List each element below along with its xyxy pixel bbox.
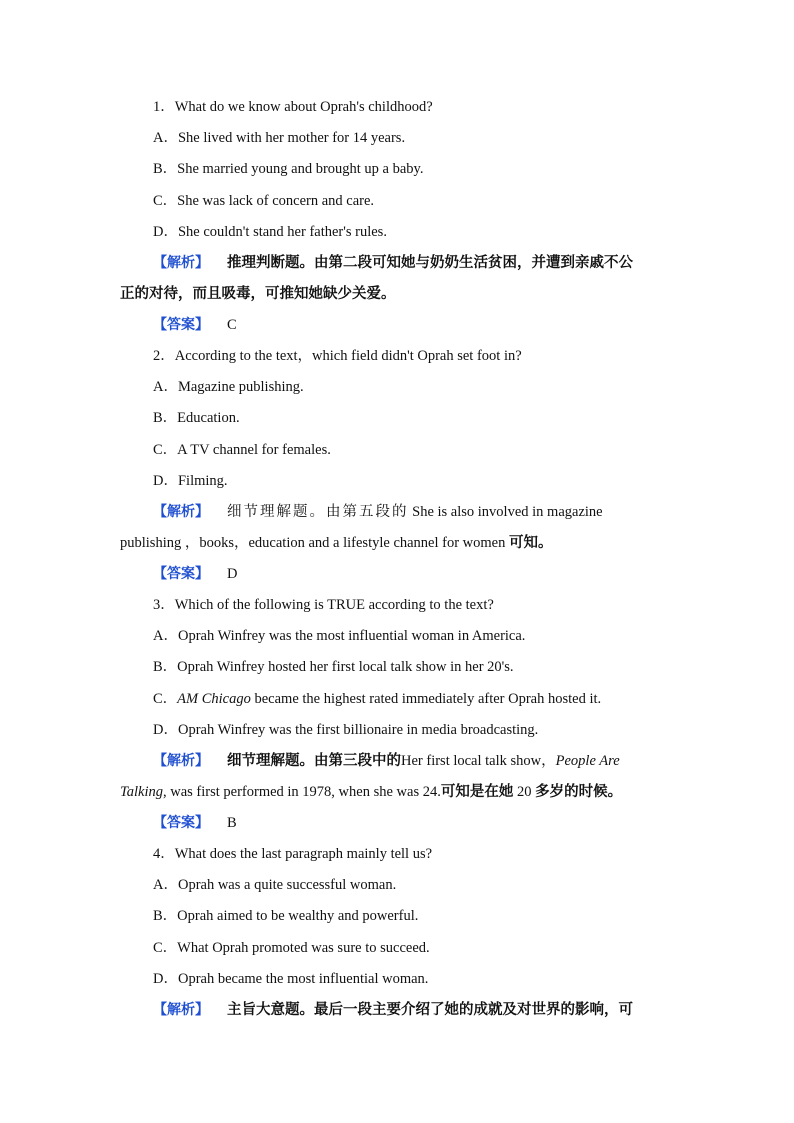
q3-analysis-text-2: 可知是在她 (440, 784, 514, 800)
q3-option-c-italic: AM Chicago (177, 691, 251, 707)
q1-analysis-text-1: 推理判断题。由第二段可知她与奶奶生活贫困，并遭到亲戚不公 (227, 255, 633, 271)
q3-analysis-quote-1: Her first local talk show， (401, 753, 556, 769)
q2-option-b: B．Education. (153, 410, 240, 426)
q2-analysis-text-1: 细节理解题。由第五段的 (227, 504, 409, 520)
q3-analysis (153, 751, 620, 771)
question-3: 3．Which of the following is TRUE according to the text? (153, 597, 494, 613)
q1-option-b: B．She married young and brought up a baby. (153, 161, 424, 177)
q3-answer (153, 813, 237, 833)
q1-analysis-cont (120, 284, 396, 304)
question-1: 1．What do we know about Oprah's childhood? (153, 99, 433, 115)
analysis-tag: 【解析】 (153, 1002, 209, 1018)
q1-answer-value: C (227, 317, 237, 333)
q2-analysis (153, 502, 603, 522)
q4-option-d: D．Oprah became the most influential woman. (153, 971, 429, 987)
question-2: 2．According to the text，which field didn't Oprah set foot in? (153, 348, 522, 364)
q4-analysis (153, 1000, 633, 1020)
q3-analysis-quote-2: , was first performed in 1978, when she was 24. (162, 784, 441, 800)
analysis-tag: 【解析】 (153, 753, 209, 769)
q4-analysis-text-1: 主旨大意题。最后一段主要介绍了她的成就及对世界的影响，可 (227, 1002, 633, 1018)
q2-answer (153, 564, 237, 584)
answer-tag: 【答案】 (153, 317, 209, 333)
q1-option-a: A．She lived with her mother for 14 years. (153, 130, 406, 146)
q4-option-a: A．Oprah was a quite successful woman. (153, 877, 397, 893)
q2-option-a: A．Magazine publishing. (153, 379, 304, 395)
q4-option-b: B．Oprah aimed to be wealthy and powerful. (153, 908, 419, 924)
q2-analysis-quote-1: She is also involved in magazine (412, 504, 603, 520)
q3-option-a: A．Oprah Winfrey was the most influential woman in America. (153, 628, 526, 644)
q2-analysis-quote-2: publishing ，books，education and a lifestyle channel for women (120, 535, 506, 551)
q3-option-c (153, 689, 601, 709)
q2-option-c: C．A TV channel for females. (153, 442, 331, 458)
q3-analysis-italic-1: People Are (555, 753, 620, 769)
q3-analysis-cont (120, 782, 622, 802)
q4-option-c: C．What Oprah promoted was sure to succeed. (153, 940, 430, 956)
q3-option-d: D．Oprah Winfrey was the first billionaire in media broadcasting. (153, 722, 539, 738)
q1-answer (153, 315, 237, 335)
analysis-tag: 【解析】 (153, 255, 209, 271)
q3-analysis-italic-2: Talking (120, 784, 163, 800)
q3-answer-value: B (227, 815, 237, 831)
q3-analysis-text-1: 细节理解题。由第三段中的 (227, 753, 401, 769)
analysis-tag: 【解析】 (153, 504, 209, 520)
question-4: 4．What does the last paragraph mainly tell us? (153, 846, 433, 862)
q3-option-c-letter: C． (153, 691, 178, 707)
q1-analysis-text-2: 正的对待，而且吸毒，可推知她缺少关爱。 (120, 286, 396, 302)
q3-option-b: B．Oprah Winfrey hosted her first local talk show in her 20's. (153, 659, 514, 675)
q1-option-c: C．She was lack of concern and care. (153, 193, 375, 209)
q2-analysis-text-2: 可知。 (509, 535, 553, 551)
q3-analysis-number: 20 (513, 784, 536, 800)
q2-option-d: D．Filming. (153, 473, 228, 489)
answer-tag: 【答案】 (153, 566, 209, 582)
q3-analysis-text-3: 多岁的时候。 (535, 784, 623, 800)
q1-analysis (153, 253, 633, 273)
q2-analysis-cont (120, 533, 553, 553)
q3-option-c-rest: became the highest rated immediately after Oprah hosted it. (250, 691, 602, 707)
q2-answer-value: D (227, 566, 238, 582)
q1-option-d: D．She couldn't stand her father's rules. (153, 224, 387, 240)
answer-tag: 【答案】 (153, 815, 209, 831)
